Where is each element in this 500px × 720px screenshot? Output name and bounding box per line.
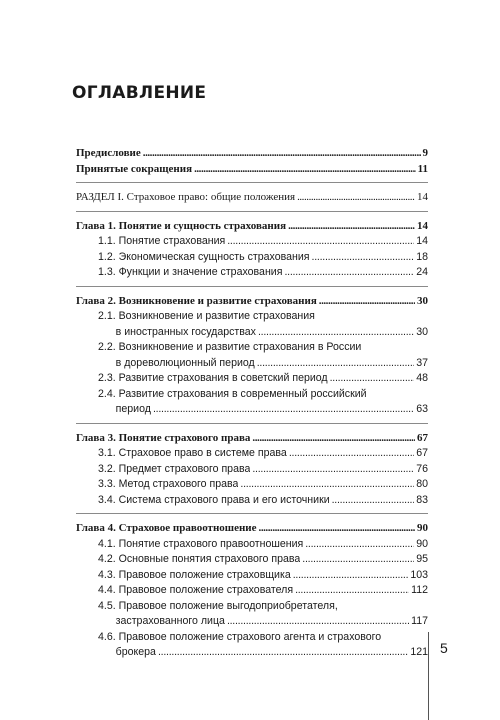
entry-page: 121 <box>410 646 428 658</box>
entry-page: 14 <box>416 235 428 247</box>
entry-text: 3.4. Система страхового права и его источники <box>98 493 330 506</box>
entry-text: 4.3. Правовое положение страховщика <box>98 568 291 581</box>
divider <box>76 182 428 183</box>
toc-item <box>76 402 428 418</box>
entry-text: 4.1. Понятие страхового правоотношения <box>98 537 304 550</box>
toc-item <box>76 462 428 478</box>
dot-leader <box>259 521 415 537</box>
entry-page: 80 <box>416 478 428 490</box>
dot-leader <box>288 219 415 235</box>
entry-page: 117 <box>411 615 428 627</box>
toc-section <box>76 190 428 206</box>
toc-chapter <box>76 219 428 235</box>
entry-text: 4.6. Правовое положение страхового агента и страхового <box>98 630 382 643</box>
dot-leader <box>252 431 415 447</box>
dot-leader <box>158 645 408 661</box>
entry-text: 4.2. Основные понятия страхового права <box>98 553 301 565</box>
dot-leader <box>153 402 414 418</box>
toc-item <box>76 325 428 341</box>
entry-text: Предисловие <box>76 147 141 159</box>
dot-leader <box>302 552 414 568</box>
toc-item <box>76 265 428 281</box>
toc-entry <box>76 146 428 162</box>
toc-item <box>76 568 428 584</box>
dot-leader <box>312 250 415 266</box>
entry-page: 9 <box>422 147 428 159</box>
entry-page: 14 <box>417 219 428 232</box>
dot-leader <box>227 614 409 630</box>
entry-text: Глава 4. Страховое правоотношение <box>76 522 257 534</box>
entry-text: Глава 3. Понятие страхового права <box>76 431 251 444</box>
entry-text: 1.2. Экономическая сущность страхования <box>98 250 310 263</box>
entry-text: брокера <box>98 646 156 658</box>
toc-item <box>76 477 428 493</box>
dot-leader <box>319 294 415 310</box>
dot-leader <box>143 146 421 162</box>
toc-item <box>76 552 428 568</box>
dot-leader <box>227 234 414 250</box>
entry-text: 2.3. Развитие страхования в советский период <box>98 372 328 384</box>
dot-leader <box>257 356 414 372</box>
entry-page: 24 <box>416 266 428 278</box>
divider <box>76 423 428 424</box>
toc-item <box>76 387 428 403</box>
toc-item <box>76 614 428 630</box>
toc-item <box>76 234 428 250</box>
entry-page: 30 <box>417 294 428 307</box>
dot-leader <box>297 190 415 206</box>
entry-text: в дореволюционный период <box>98 356 255 369</box>
entry-text: Глава 2. Возникновение и развитие страхования <box>76 294 317 307</box>
entry-text: 2.4. Развитие страхования в современный российский <box>98 387 367 400</box>
entry-text: 1.1. Понятие страхования <box>98 235 226 247</box>
entry-text: период <box>98 403 151 415</box>
divider <box>76 211 428 212</box>
dot-leader <box>258 325 414 341</box>
entry-page: 83 <box>416 493 428 506</box>
divider <box>76 286 428 287</box>
entry-text: 4.4. Правовое положение страхователя <box>98 584 294 596</box>
entry-text: 4.5. Правовое положение выгодоприобретателя, <box>98 599 338 612</box>
toc-item <box>76 645 428 661</box>
entry-page: 11 <box>417 162 428 175</box>
entry-page: 14 <box>417 191 428 203</box>
toc-entry <box>76 162 428 178</box>
page-title: ОГЛАВЛЕНИЕ <box>72 83 207 103</box>
entry-text: Принятые сокращения <box>76 162 193 175</box>
toc-item <box>76 250 428 266</box>
dot-leader <box>330 371 415 387</box>
entry-text: Глава 1. Понятие и сущность страхования <box>76 219 287 232</box>
dot-leader <box>194 162 416 178</box>
dot-leader <box>295 583 409 599</box>
entry-page: 67 <box>417 431 428 444</box>
entry-page: 63 <box>416 403 428 415</box>
toc-item <box>76 356 428 372</box>
toc-item <box>76 446 428 462</box>
toc-chapter <box>76 431 428 447</box>
toc-chapter <box>76 521 428 537</box>
toc-item <box>76 371 428 387</box>
page-number: 5 <box>440 640 448 656</box>
dot-leader <box>284 265 414 281</box>
entry-text: РАЗДЕЛ I. Страховое право: общие положения <box>76 191 296 203</box>
entry-page: 112 <box>411 584 428 596</box>
entry-page: 48 <box>416 372 428 384</box>
entry-page: 103 <box>410 568 428 581</box>
table-of-contents <box>76 146 428 661</box>
toc-item <box>76 537 428 553</box>
entry-text: 3.3. Метод страхового права <box>98 478 239 490</box>
toc-item <box>76 583 428 599</box>
entry-text: в иностранных государствах <box>98 325 256 338</box>
entry-page: 67 <box>416 447 428 459</box>
dot-leader <box>332 493 415 509</box>
dot-leader <box>240 477 414 493</box>
toc-item <box>76 493 428 509</box>
entry-page: 90 <box>417 522 428 534</box>
dot-leader <box>305 537 414 553</box>
dot-leader <box>289 446 414 462</box>
entry-text: 1.3. Функции и значение страхования <box>98 266 283 278</box>
entry-text: 3.2. Предмет страхового права <box>98 462 251 475</box>
entry-text: 3.1. Страховое право в системе права <box>98 447 287 459</box>
entry-page: 90 <box>416 537 428 550</box>
entry-page: 30 <box>416 325 428 338</box>
dot-leader <box>252 462 414 478</box>
entry-text: 2.2. Возникновение и развитие страхования в России <box>98 341 362 353</box>
entry-text: 2.1. Возникновение и развитие страхования <box>98 310 315 322</box>
entry-page: 18 <box>416 250 428 263</box>
toc-chapter <box>76 294 428 310</box>
toc-item <box>76 599 428 615</box>
page-number-divider <box>428 632 429 720</box>
toc-item <box>76 309 428 325</box>
toc-item <box>76 340 428 356</box>
entry-text: застрахованного лица <box>98 615 225 627</box>
dot-leader <box>293 568 409 584</box>
toc-item <box>76 630 428 646</box>
entry-page: 95 <box>416 553 428 565</box>
divider <box>76 513 428 514</box>
entry-page: 76 <box>416 462 428 475</box>
entry-page: 37 <box>416 356 428 369</box>
